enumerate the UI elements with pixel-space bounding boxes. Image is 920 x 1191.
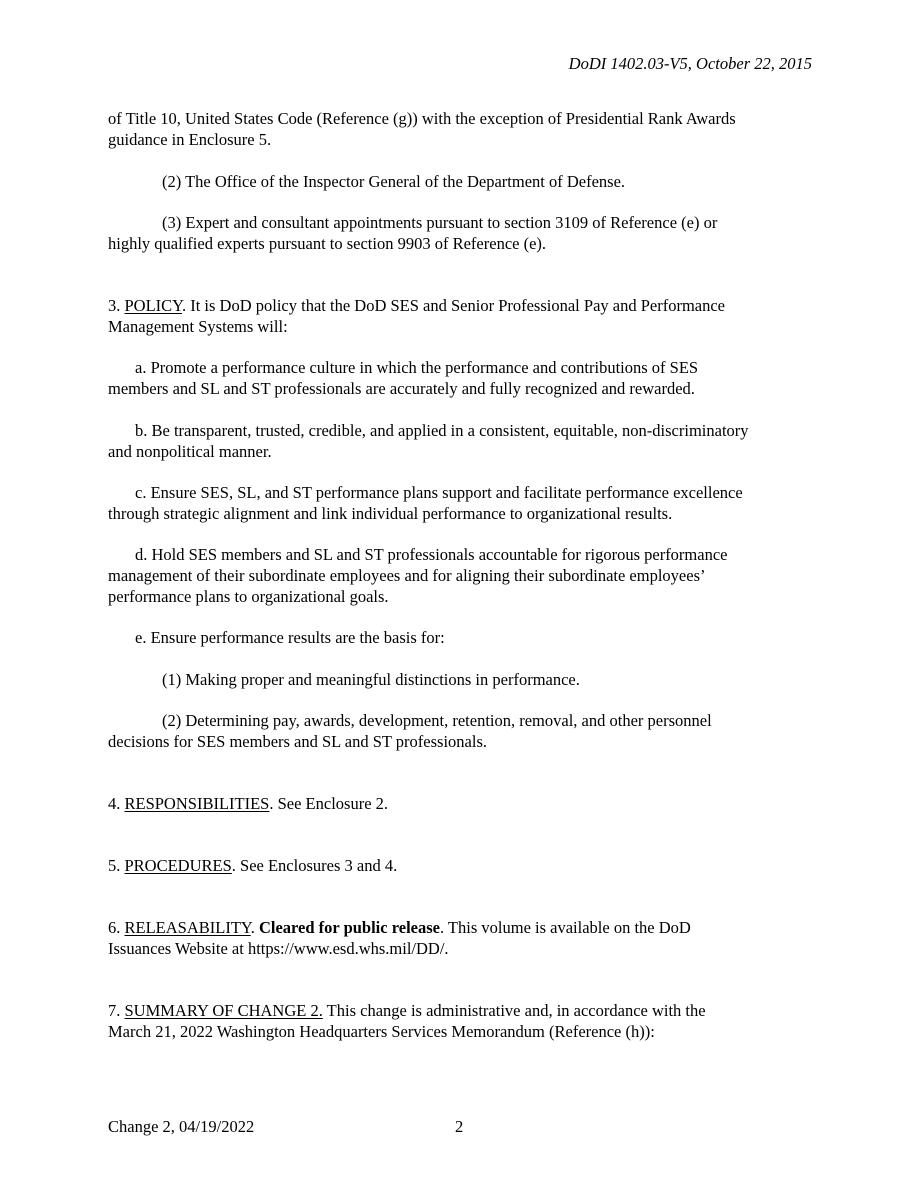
responsibilities-number: 4.	[108, 794, 125, 813]
footer-change: Change 2, 04/19/2022	[108, 1117, 255, 1136]
policy-line-1-text: . It is DoD policy that the DoD SES and Senior Professional Pay and Performance	[181, 296, 726, 315]
document-header: DoDI 1402.03-V5, October 22, 2015	[568, 54, 812, 73]
page-number: 2	[455, 1117, 464, 1136]
policy-paragraph-line-2: Management Systems will:	[108, 317, 288, 336]
intro-line-1: of Title 10, United States Code (Reference (g)) with the exception of Presidential Rank Awards	[108, 109, 736, 128]
releasability-text: . This volume is available on the DoD	[439, 918, 691, 937]
policy-item-e1: (1) Making proper and meaningful distinctions in performance.	[162, 670, 580, 689]
policy-number: 3.	[108, 296, 125, 315]
procedures-heading: PROCEDURES	[124, 856, 232, 875]
intro-item-2: (2) The Office of the Inspector General of the Department of Defense.	[162, 172, 626, 191]
summary-text: This change is administrative and, in accordance with the	[322, 1001, 706, 1020]
policy-item-e2-line-1: (2) Determining pay, awards, development, retention, removal, and other personnel	[162, 711, 712, 730]
releasability-bold-statement: Cleared for public release	[258, 918, 440, 937]
responsibilities-text: . See Enclosure 2.	[269, 794, 389, 813]
releasability-number: 6.	[108, 918, 125, 937]
policy-item-d-line-3: performance plans to organizational goals.	[108, 587, 389, 606]
policy-item-c-line-1: c. Ensure SES, SL, and ST performance plans support and facilitate performance excellence	[135, 483, 743, 502]
procedures-paragraph	[108, 858, 397, 875]
responsibilities-paragraph	[108, 796, 388, 813]
policy-heading: POLICY	[124, 296, 182, 315]
policy-paragraph-line-1	[108, 298, 725, 315]
summary-number: 7.	[108, 1001, 125, 1020]
policy-item-e: e. Ensure performance results are the basis for:	[135, 628, 445, 647]
responsibilities-heading: RESPONSIBILITIES	[124, 794, 270, 813]
intro-item-3-line-1: (3) Expert and consultant appointments pursuant to section 3109 of Reference (e) or	[162, 213, 718, 232]
summary-paragraph-line-2: March 21, 2022 Washington Headquarters Services Memorandum (Reference (h)):	[108, 1022, 655, 1041]
summary-paragraph-line-1	[108, 1003, 706, 1020]
policy-item-e2-line-2: decisions for SES members and SL and ST professionals.	[108, 732, 488, 751]
intro-line-2: guidance in Enclosure 5.	[108, 130, 272, 149]
releasability-paragraph-line-2: Issuances Website at https://www.esd.whs.mil/DD/.	[108, 939, 449, 958]
releasability-separator: .	[250, 918, 259, 937]
policy-item-d-line-2: management of their subordinate employees and for aligning their subordinate employees’	[108, 566, 706, 585]
releasability-paragraph-line-1	[108, 920, 691, 937]
intro-item-3-line-2: highly qualified experts pursuant to section 9903 of Reference (e).	[108, 234, 547, 253]
policy-item-a-line-1: a. Promote a performance culture in which the performance and contributions of SES	[135, 358, 699, 377]
procedures-text: . See Enclosures 3 and 4.	[231, 856, 398, 875]
procedures-number: 5.	[108, 856, 125, 875]
policy-item-a-line-2: members and SL and ST professionals are accurately and fully recognized and rewarded.	[108, 379, 695, 398]
policy-item-b-line-2: and nonpolitical manner.	[108, 442, 272, 461]
policy-item-b-line-1: b. Be transparent, trusted, credible, and applied in a consistent, equitable, non-discriminatory	[135, 421, 749, 440]
policy-item-d-line-1: d. Hold SES members and SL and ST professionals accountable for rigorous performance	[135, 545, 728, 564]
releasability-heading: RELEASABILITY	[124, 918, 251, 937]
summary-heading: SUMMARY OF CHANGE 2.	[124, 1001, 323, 1020]
policy-item-c-line-2: through strategic alignment and link individual performance to organizational results.	[108, 504, 673, 523]
